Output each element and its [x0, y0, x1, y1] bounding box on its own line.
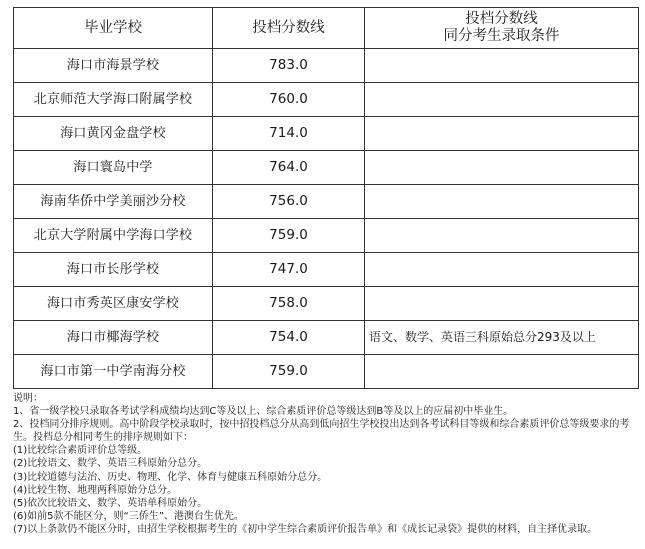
tie-condition [365, 355, 639, 389]
school-name: 海南华侨中学美丽沙分校 [14, 185, 213, 219]
header-score: 投档分数线 [213, 8, 365, 49]
school-name: 海口市椰海学校 [14, 321, 213, 355]
note-line: 2、投档同分排序规则。高中阶段学校录取时，按中招投档总分从高到低向招生学校投出达到各考试科目等级和综合素质评价总等级要求的考生。投档总分相同考生的排序规则如下： [13, 419, 630, 444]
notes-title: 说明： [13, 393, 43, 404]
tie-condition [365, 151, 639, 185]
table-row [14, 355, 639, 389]
header-school: 毕业学校 [14, 8, 213, 49]
tie-condition [365, 219, 639, 253]
header-condition [365, 8, 639, 49]
school-name: 海口市第一中学南海分校 [14, 355, 213, 389]
tie-condition [365, 287, 639, 321]
table-row [14, 321, 639, 355]
tie-condition [365, 185, 639, 219]
header-condition-line2: 同分考生录取条件 [443, 28, 560, 44]
score-value: 758.0 [213, 287, 365, 321]
tie-condition: 语文、数学、英语三科原始总分293及以上 [365, 321, 639, 355]
score-value: 760.0 [213, 83, 365, 117]
note-line: (7)以上条款仍不能区分时，由招生学校根据考生的《初中学生综合素质评价报告单》和《成长记录袋》提供的材料，自主择优录取。 [13, 523, 598, 535]
tie-condition [365, 49, 639, 83]
score-value: 754.0 [213, 321, 365, 355]
school-name: 海口市秀英区康安学校 [14, 287, 213, 321]
score-value: 783.0 [213, 49, 365, 83]
table-row [14, 151, 639, 185]
school-name: 北京师范大学海口附属学校 [14, 83, 213, 117]
school-name: 海口黄冈金盘学校 [14, 117, 213, 151]
school-name: 北京大学附属中学海口学校 [14, 219, 213, 253]
score-value: 747.0 [213, 253, 365, 287]
notes-section [13, 392, 638, 536]
table-row [14, 185, 639, 219]
table-row [14, 253, 639, 287]
note-line: (2)比较语文、数学、英语三科原始分总分。 [13, 458, 208, 470]
score-value: 714.0 [213, 117, 365, 151]
tie-condition [365, 253, 639, 287]
note-line: (4)比较生物、地理两科原始分总分。 [13, 484, 178, 496]
school-name: 海口市长彤学校 [14, 253, 213, 287]
table-row [14, 49, 639, 83]
note-line: (3)比较道德与法治、历史、物理、化学、体育与健康五科原始分总分。 [13, 471, 328, 483]
table-row [14, 287, 639, 321]
note-line: (1)比较综合素质评价总等级。 [13, 445, 148, 457]
score-value: 756.0 [213, 185, 365, 219]
school-name: 海口市海景学校 [14, 49, 213, 83]
admission-score-sheet [13, 7, 638, 536]
tie-condition [365, 117, 639, 151]
note-line: (6)如前5款不能区分，则“三侨生”、港澳台生优先。 [13, 510, 244, 522]
table-row [14, 219, 639, 253]
score-value: 759.0 [213, 355, 365, 389]
score-value: 764.0 [213, 151, 365, 185]
header-condition-line1: 投档分数线 [465, 11, 538, 27]
table-row [14, 83, 639, 117]
note-line: 1、省一级学校只录取各考试学科成绩均达到C等及以上、综合素质评价总等级达到B等及以上的应届初中毕业生。 [13, 406, 514, 418]
table-row [14, 117, 639, 151]
note-line: (5)依次比较语文、数学、英语单科原始分。 [13, 497, 208, 509]
score-table [13, 7, 639, 389]
tie-condition [365, 83, 639, 117]
table-header-row [14, 8, 639, 49]
school-name: 海口寰岛中学 [14, 151, 213, 185]
score-value: 759.0 [213, 219, 365, 253]
